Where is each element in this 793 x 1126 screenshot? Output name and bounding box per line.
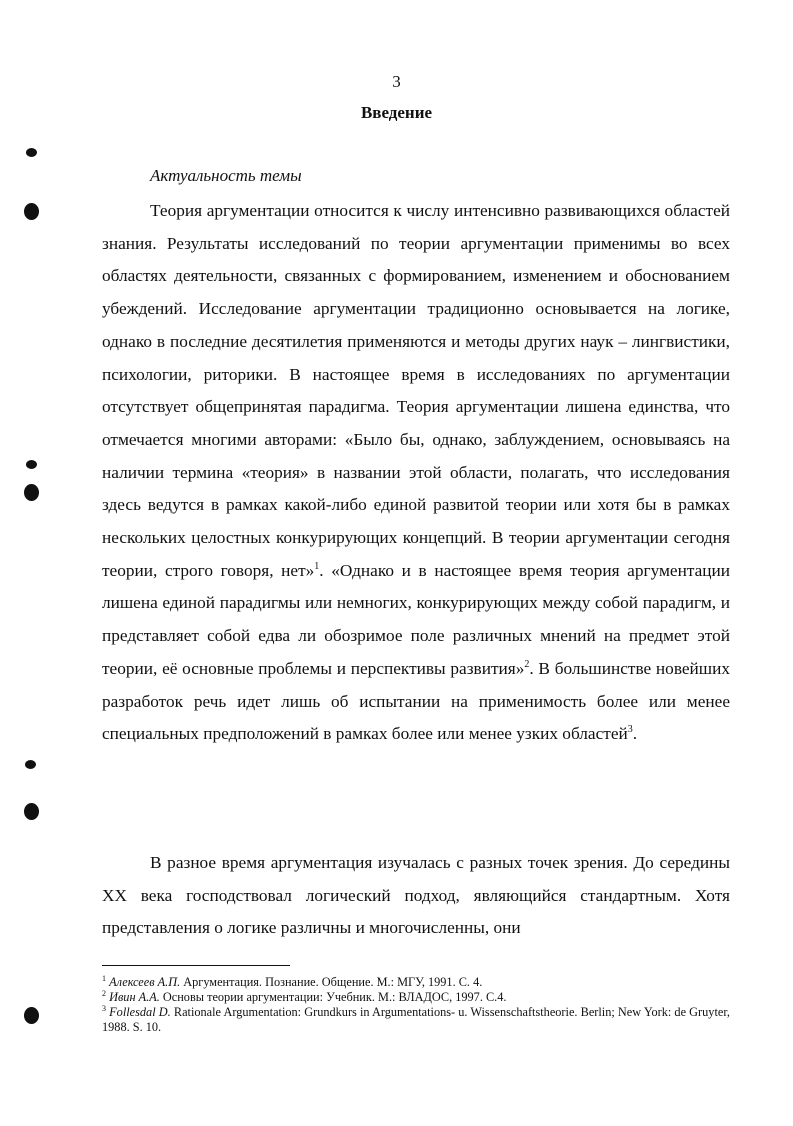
footnotes: [102, 975, 730, 1035]
footnote-1-number: 1: [102, 973, 106, 983]
footnote-ref-2: 2: [524, 659, 530, 671]
footnote-3-number: 3: [102, 1003, 106, 1013]
footnote-divider: [102, 965, 290, 966]
binder-hole: [24, 1007, 39, 1024]
footnote-1: [102, 975, 730, 990]
footnote-1-author: Алексеев А.П.: [109, 975, 181, 989]
binder-hole: [24, 803, 39, 820]
page-heading: Введение: [360, 103, 433, 122]
section-title: Актуальность темы: [150, 166, 302, 185]
footnote-2: [102, 990, 730, 1005]
footnote-1-text: Аргументация. Познание. Общение. М.: МГУ, 1991. С. 4.: [180, 975, 483, 989]
binder-mark: [25, 760, 36, 769]
binder-mark: [26, 148, 37, 157]
paragraph-1-text-2: . «Однако и в настоящее время теория аргументации лишена единой парадигмы или немногих, конкурирующих между собой парадигм, и представляет собой едва ли обозримое поле различных мнений на предмет этой теории, её основные проблемы и перспективы развития»: [102, 560, 731, 678]
paragraph-1-text-3: . В большинстве новейших разработок речь идет лишь об испытании на применимость более или менее специальных предположений в рамках более или менее узких областей: [102, 658, 730, 744]
binder-mark: [26, 460, 37, 469]
footnote-2-text: Основы теории аргументации: Учебник. М.: ВЛАДОС, 1997. С.4.: [159, 990, 507, 1004]
footnote-3-author: Follesdal D.: [109, 1005, 171, 1019]
footnote-ref-3: 3: [627, 724, 633, 736]
paragraph-1: [102, 195, 730, 751]
footnote-2-number: 2: [102, 988, 106, 998]
footnote-3: [102, 1005, 730, 1035]
page-number: 3: [392, 72, 401, 91]
footnote-2-author: Ивин А.А.: [109, 990, 160, 1004]
paragraph-2-text: В разное время аргументация изучалась с разных точек зрения. До середины XX века господствовал логический подход, являющийся стандартным. Хотя представления о логике различны и многочисленны, они: [102, 853, 730, 938]
paragraph-2: [102, 847, 730, 945]
paragraph-1-text: Теория аргументации относится к числу интенсивно развивающихся областей знания. Результаты исследований по теории аргументации применимы во всех областях деятельности, связанных с формированием, изменением и обоснованием убеждений. Исследование аргументации традиционно основывается на логике, однако в последние десятилетия применяются и методы других наук – лингвистики, психологии, риторики. В настоящее время в исследованиях по аргументации отсутствует общепринятая парадигма. Теория аргументации лишена единства, что отмечается многими авторами: «Было бы, однако, заблуждением, основываясь на наличии термина «теория» в названии этой области, полагать, что исследования здесь ведутся в рамках какой-либо единой развитой теории или хотя бы в рамках нескольких целостных конкурирующих концепций. В теории аргументации сегодня теории, строго говоря, нет»: [102, 201, 730, 580]
binder-hole: [24, 484, 39, 501]
footnote-ref-1: 1: [314, 560, 320, 572]
binder-hole: [24, 203, 39, 220]
footnote-3-text: Rationale Argumentation: Grundkurs in Argumentations- u. Wissenschaftstheorie. Berlin; New York: de Gruyter, 1988. S. 10.: [102, 1005, 731, 1034]
paragraph-1-end: .: [632, 724, 638, 744]
